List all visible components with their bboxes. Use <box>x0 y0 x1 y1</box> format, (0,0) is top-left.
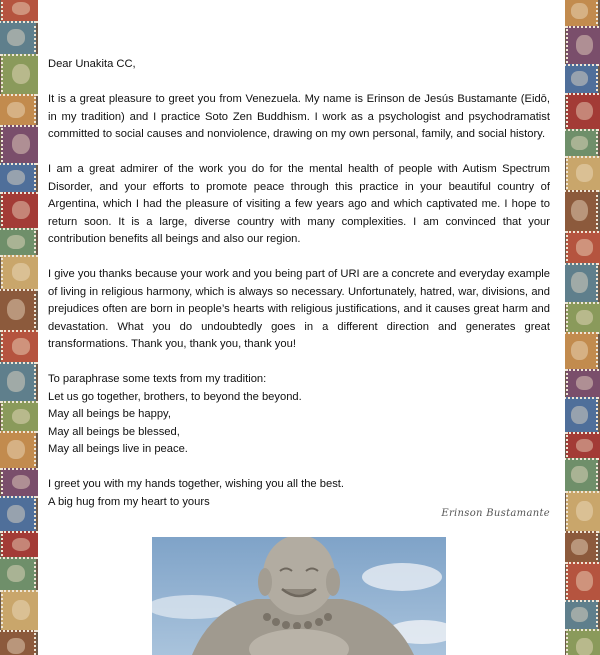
postage-stamp <box>566 491 600 533</box>
postage-stamp <box>0 557 36 592</box>
postage-stamp <box>566 562 600 602</box>
postage-stamp <box>1 125 38 165</box>
closing-line: I greet you with my hands together, wishing you all the best. <box>48 478 345 490</box>
postage-stamp <box>1 590 38 632</box>
paragraph: I am a great admirer of the work you do for the mental health of people with Autism Spectrum Disorder, and your efforts to promote peace through this practice in your beautiful country of Argentina, which I had the pleasure of visiting a few years ago and which captivated me. I hope to return soon. It is a large, diverse country with many complexities. I am convinced that your contribution benefits all beings and also our region. <box>48 163 550 245</box>
postage-stamp <box>565 263 598 304</box>
verse <box>48 371 550 459</box>
stamp-border-right <box>565 0 600 655</box>
postage-stamp <box>0 94 36 127</box>
postage-stamp <box>566 26 600 66</box>
postage-stamp <box>566 231 600 265</box>
buddha-statue-image <box>152 537 446 655</box>
postage-stamp <box>0 630 36 655</box>
postage-stamp <box>566 93 600 131</box>
postage-stamp <box>565 190 598 233</box>
postage-stamp <box>566 156 600 192</box>
postage-stamp <box>1 192 38 230</box>
postage-stamp <box>565 129 598 158</box>
letter-body <box>48 56 550 529</box>
postage-stamp <box>566 432 600 460</box>
postage-stamp <box>0 289 36 332</box>
verse-line: To paraphrase some texts from my tradition: <box>48 373 267 385</box>
postage-stamp <box>0 496 36 533</box>
postage-stamp <box>0 21 36 56</box>
postage-stamp <box>0 228 36 257</box>
closing-line: A big hug from my heart to yours <box>48 495 210 508</box>
salutation: Dear Unakita CC, <box>48 58 136 70</box>
postage-stamp <box>565 458 598 493</box>
paragraph: It is a great pleasure to greet you from Venezuela. My name is Erinson de Jesús Bustamante (Eidō, in my tradition) and I practice Soto Zen Buddhism. I work as a psychologist and psychodramatist committed to social causes and nonviolence, drawing on my own personal, family, and social history. <box>48 93 550 140</box>
postage-stamp <box>1 330 38 364</box>
postage-stamp <box>566 302 600 334</box>
verse-line: Let us go together, brothers, to beyond the beyond. <box>48 390 302 403</box>
postage-stamp <box>1 468 38 498</box>
postage-stamp <box>565 0 598 28</box>
stamp-border-left <box>0 0 38 655</box>
postage-stamp <box>1 0 38 23</box>
postage-stamp <box>0 431 36 470</box>
verse-line: May all beings be happy, <box>48 408 171 420</box>
postage-stamp <box>1 531 38 559</box>
postage-stamp <box>0 163 36 194</box>
postage-stamp <box>1 401 38 433</box>
postage-stamp <box>565 332 598 371</box>
postage-stamp <box>565 64 598 95</box>
verse-line: May all beings live in peace. <box>48 443 188 455</box>
closing <box>48 476 550 511</box>
verse-line: May all beings be blessed, <box>48 425 180 438</box>
postage-stamp <box>0 362 36 403</box>
signature: Erinson Bustamante <box>441 508 550 519</box>
postage-stamp <box>565 600 598 631</box>
postage-stamp <box>566 369 600 399</box>
postage-stamp <box>566 629 600 655</box>
paragraph: I give you thanks because your work and you being part of URI are a concrete and everyday example of living in religious harmony, which is always so necessary. Unfortunately, hatred, war, divisions, and prejudices often are born in people’s hearts with religious justifications, and it causes great harm and devastation. What you do undoubtedly goes in a different direction and generates great transformations. Thank you, thank you, thank you! <box>48 268 550 350</box>
postage-stamp <box>1 255 38 291</box>
buddha-photo <box>152 537 446 655</box>
postage-stamp <box>1 54 38 96</box>
postage-stamp <box>565 531 598 564</box>
postage-stamp <box>565 397 598 434</box>
